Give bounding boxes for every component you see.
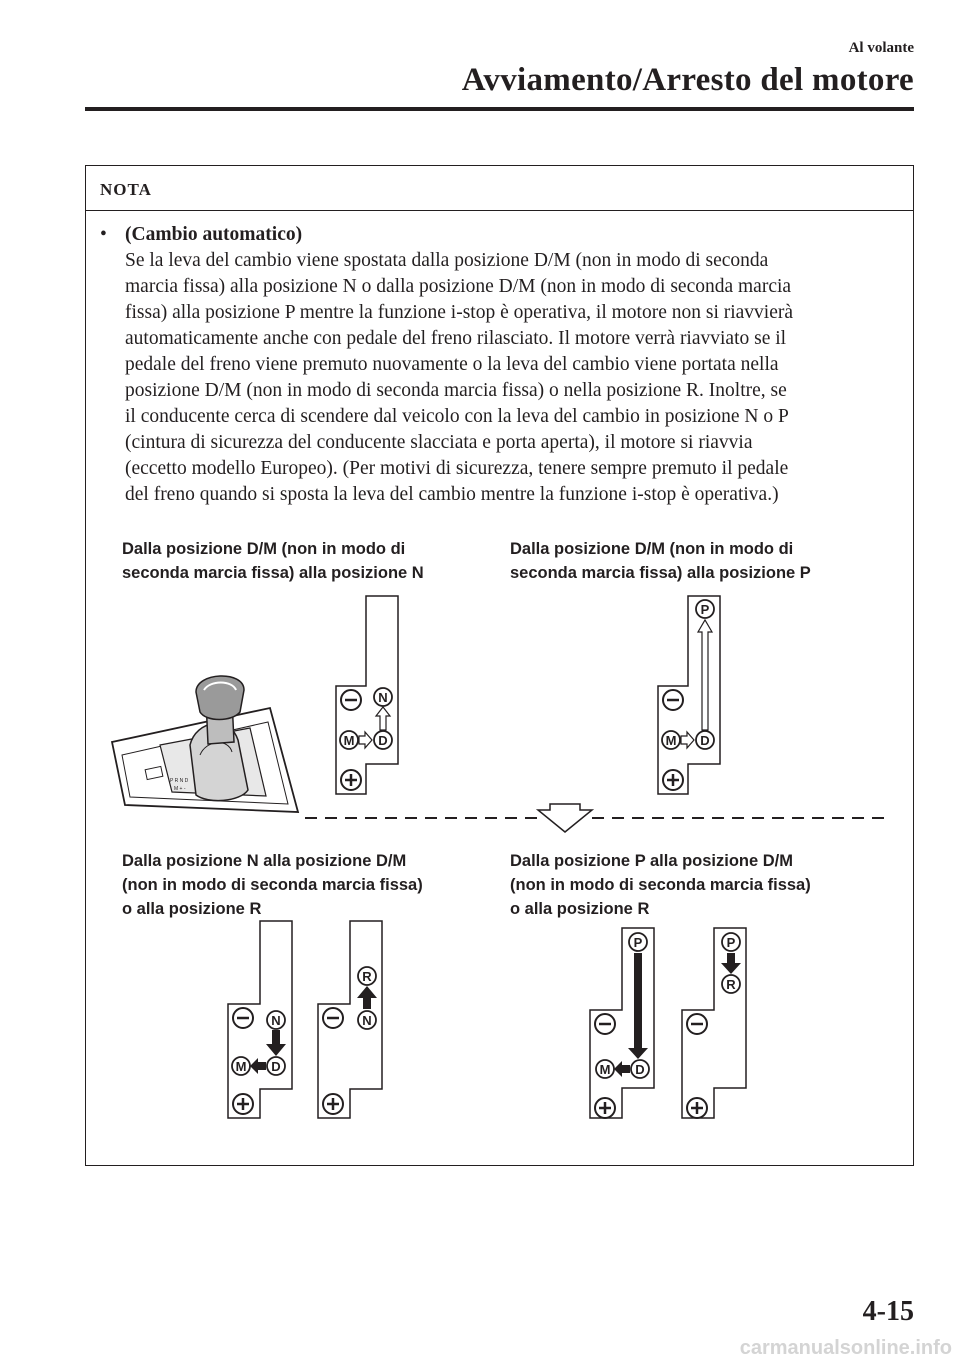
note-line: automaticamente anche con pedale del freno rilasciato. Il motore verrà riavviato se il [125,328,787,349]
gear-label-d: D [271,1059,281,1074]
gate-diagram-p-to-dm [590,928,654,1118]
gear-label-n: N [378,690,388,705]
bullet: • [100,224,107,245]
gate-diagram-n-to-dm [228,921,292,1118]
gear-label-m: M [599,1062,611,1077]
gear-shifter-illustration [112,676,298,812]
separator-arrow [305,804,890,832]
gear-label-d: D [635,1062,645,1077]
gear-label-p: P [726,935,736,950]
gear-label-m: M [343,733,355,748]
section-label: Al volante [848,40,914,56]
caption-dm-to-p: Dalla posizione D/M (non in modo di seconda marcia fissa) alla posizione P [510,540,811,582]
gear-label-p: P [700,602,710,617]
note-title: NOTA [100,180,152,199]
note-line: marcia fissa) alla posizione N o dalla posizione D/M (non in modo di seconda marcia [125,276,792,297]
gear-label-n: N [362,1013,372,1028]
caption-n-to-dm-or-r: Dalla posizione N alla posizione D/M (non in modo di seconda marcia fissa) o alla posizione R [122,852,423,918]
gear-label-m: M [665,733,677,748]
page-number: 4-15 [862,1296,914,1327]
gear-label-d: D [378,733,388,748]
chapter-title: Avviamento/Arresto del motore [461,62,914,98]
gate-diagram-dm-to-p [658,596,720,794]
note-line: (eccetto modello Europeo). (Per motivi di sicurezza, tenere sempre premuto il pedale [125,458,789,479]
note-line: pedale del freno viene premuto nuovamente o la leva del cambio viene portata nella [125,354,779,375]
caption-p-to-dm-or-r: Dalla posizione P alla posizione D/M (non in modo di seconda marcia fissa) o alla posizione R [510,852,811,918]
gear-label-n: N [271,1013,281,1028]
note-line: posizione D/M (non in modo di seconda marcia fissa) o nella posizione R. Inoltre, se [125,380,787,401]
watermark: carmanualsonline.info [739,1337,952,1359]
note-line: Se la leva del cambio viene spostata dalla posizione D/M (non in modo di seconda [125,250,769,271]
gear-label-r: R [726,977,736,992]
gear-label-m: M [235,1059,247,1074]
note-heading: (Cambio automatico) [125,224,303,245]
svg-text:P R N D: P R N D [170,778,189,784]
svg-text:M + -: M + - [174,786,186,792]
note-line: fissa) alla posizione P mentre la funzione i-stop è operativa, il motore non si riavvierà [125,302,794,323]
gate-diagram-p-to-r [682,928,746,1118]
note-line: del freno quando si sposta la leva del cambio mentre la funzione i-stop è operativa.) [125,484,779,505]
gear-label-d: D [700,733,710,748]
gate-diagram-n-to-r [318,921,382,1118]
note-line: (cintura di sicurezza del conducente slacciata e porta aperta), il motore si riavvia [125,432,753,453]
gate-diagram-dm-to-n [336,596,398,794]
caption-dm-to-n: Dalla posizione D/M (non in modo di seconda marcia fissa) alla posizione N [122,540,424,582]
gear-label-p: P [633,935,643,950]
note-line: il conducente cerca di scendere dal veicolo con la leva del cambio in posizione N o P [125,406,789,427]
gear-label-r: R [362,969,372,984]
